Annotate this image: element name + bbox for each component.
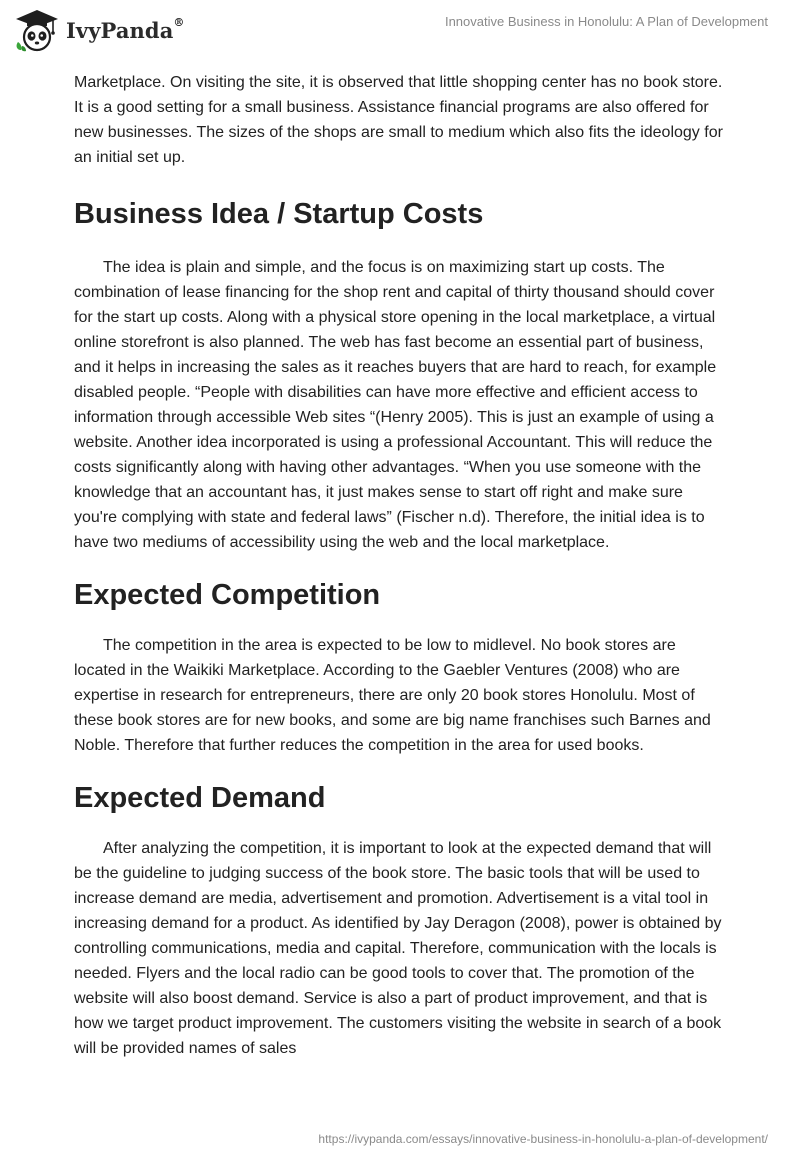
section-heading-expected-demand: Expected Demand (74, 782, 326, 814)
section-paragraph-expected-competition: The competition in the area is expected to be low to midlevel. No book stores are located in the Waikiki Marketplace. According to the Gaebler Ventures (2008) who are expertise in research for entrepreneurs, there are only 20 book stores Honolulu. Most of these book stores are for new books, and some are big name franchises such Barnes and Noble. Therefore that further reduces the competition in the area for used books. (74, 637, 711, 754)
panda-graduate-icon (14, 8, 60, 52)
section-paragraph-business-idea: The idea is plain and simple, and the focus is on maximizing start up costs. The combination of lease financing for the shop rent and capital of thirty thousand should cover for the start up costs. Along with a physical store opening in the local marketplace, a virtual online storefront is also planned. The web has fast become an essential part of business, and it helps in increasing the sales as it reaches buyers that are hard to reach, for example disabled people. “People with disabilities can have more effective and efficient access to information through accessible Web sites “(Henry 2005). This is just an example of using a website. Another idea incorporated is using a professional Accountant. This will reduce the costs significantly along with having other advantages. “When you use someone with the knowledge that an accountant has, it just makes sense to start off right and make sure you're complying with state and federal laws” (Fischer n.d). Therefore, the initial idea is to have two mediums of accessibility using the web and the local marketplace. (74, 259, 717, 551)
section-heading-expected-competition: Expected Competition (74, 579, 381, 611)
article-body (74, 70, 728, 1061)
ivypanda-logo[interactable] (14, 8, 185, 52)
brand-name: IvyPanda® (66, 15, 185, 43)
source-url[interactable]: https://ivypanda.com/essays/innovative-business-in-honolulu-a-plan-of-development/ (318, 1132, 768, 1146)
page-header (0, 0, 800, 62)
section-heading-business-idea: Business Idea / Startup Costs (74, 198, 484, 230)
document-title: Innovative Business in Honolulu: A Plan of Development (444, 14, 768, 29)
intro-paragraph: Marketplace. On visiting the site, it is observed that little shopping center has no book store. It is a good setting for a small business. Assistance financial programs are also offered for new businesses. The sizes of the shops are small to medium which also fits the ideology for an initial set up. (74, 74, 723, 166)
registered-mark: ® (173, 15, 185, 29)
section-paragraph-expected-demand: After analyzing the competition, it is important to look at the expected demand that will be the guideline to judging success of the book store. The basic tools that will be used to increase demand are media, advertisement and promotion. Advertisement is a vital tool in increasing demand for a product. As identified by Jay Deragon (2008), power is obtained by controlling communications, media and capital. Therefore, communication with the locals is needed. Flyers and the local radio can be good tools to cover that. The promotion of the website will also boost demand. Service is also a part of product improvement, and that is how we target product improvement. The customers visiting the website in search of a book will be provided names of sales (74, 840, 722, 1057)
